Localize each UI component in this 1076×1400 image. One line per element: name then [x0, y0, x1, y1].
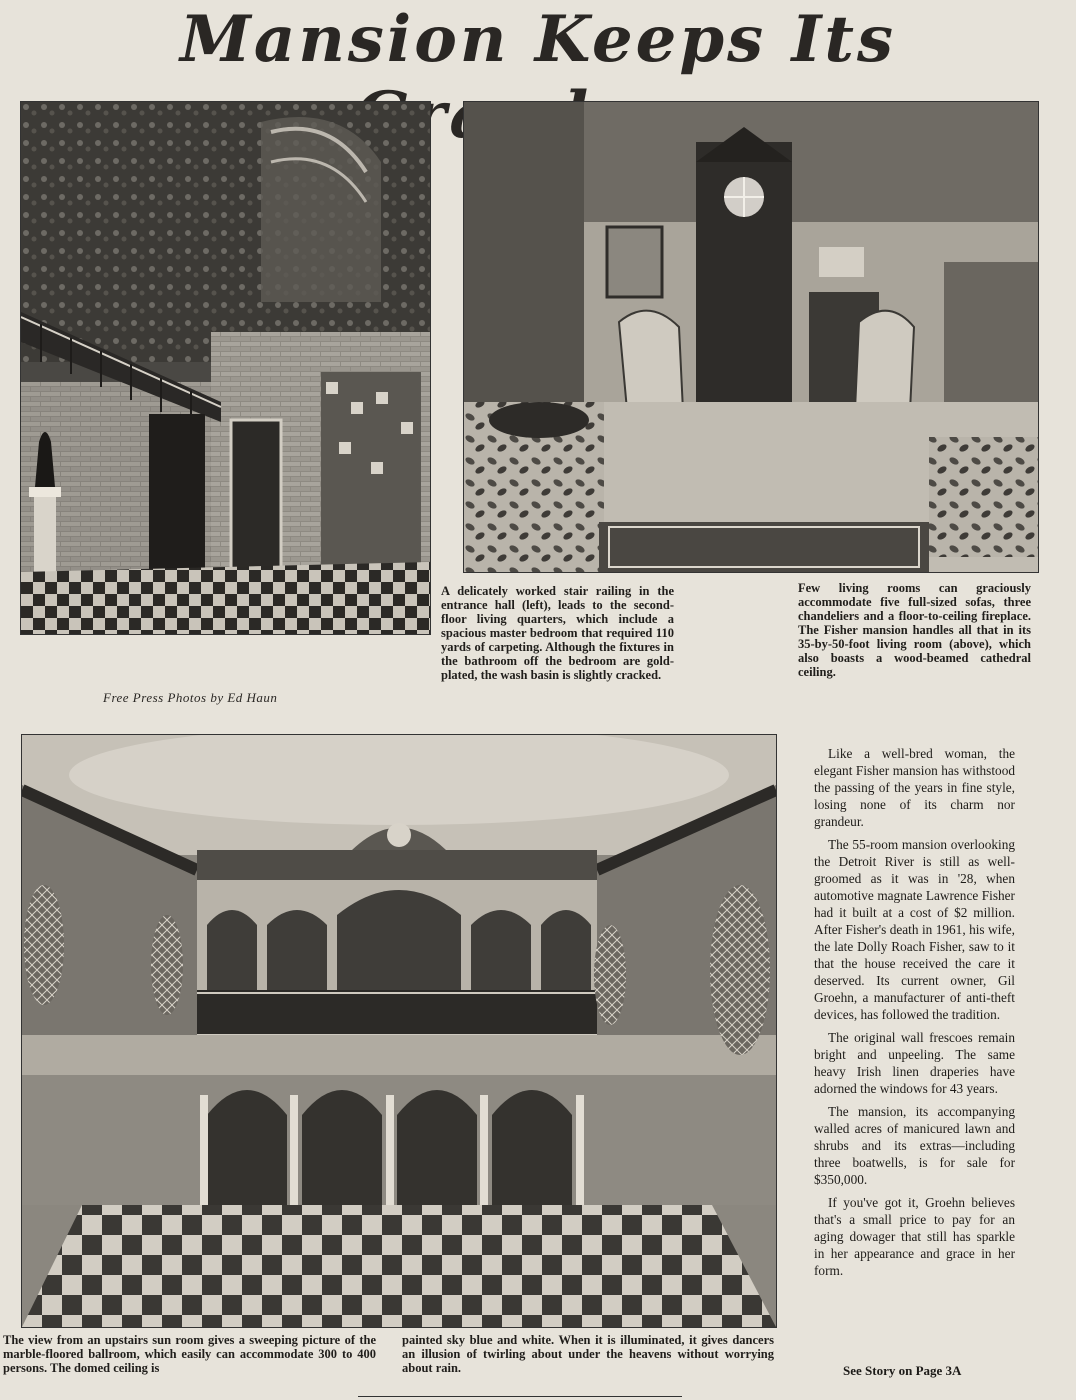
story-paragraph: The 55-room mansion overlooking the Detroit River is still as well-groomed as it was in '28, when automotive magnate Lawrence Fisher had it built at a cost of $2 million. After Fisher's death in 1961, his wife, the late Dolly Roach Fisher, saw to it that the house received the care it deserved. Its current owner, Gil Groehn, a manufacturer of anti-theft devices, has followed the tradition. [814, 837, 1015, 1022]
headline: Mansion Keeps Its [180, 2, 896, 77]
photo-ballroom [21, 734, 777, 1328]
story-paragraph: The mansion, its accompanying walled acres of manicured lawn and shrubs and its extras—including three boatwells, is for sale for $350,000. [814, 1104, 1015, 1187]
see-story-link[interactable]: See Story on Page 3A [843, 1363, 962, 1378]
photo-entrance-hall-image [21, 102, 430, 634]
story-paragraph: If you've got it, Groehn believes that's a small price to pay for an aging dowager that still has sparkle in her appearance and grace in her form. [814, 1195, 1015, 1278]
story-column [814, 745, 1015, 1285]
photo-entrance-hall [20, 101, 431, 635]
bottom-rule [358, 1396, 682, 1397]
photo-living-room [463, 101, 1039, 573]
caption-stair: A delicately worked stair railing in the entrance hall (left), leads to the second-floor living quarters, which include a spacious master bedroom that required 110 yards of carpeting. Although the fixtures in the bathroom off the bedroom are gold-plated, the wash basin is slightly cracked. [441, 584, 674, 682]
story-paragraph: Like a well-bred woman, the elegant Fisher mansion has withstood the passing of the years in fine style, losing none of its charm nor grandeur. [814, 746, 1015, 829]
photo-living-room-image [464, 102, 1038, 572]
story-paragraph: The original wall frescoes remain bright and unpeeling. The same heavy Irish linen draperies have adorned the windows for 43 years. [814, 1030, 1015, 1096]
photo-credit: Free Press Photos by Ed Haun [103, 690, 278, 705]
caption-ballroom-part1: The view from an upstairs sun room gives a sweeping picture of the marble-floored ballroom, which easily can accommodate 300 to 400 persons. The domed ceiling is [3, 1333, 376, 1375]
caption-living-room: Few living rooms can graciously accommodate five full-sized sofas, three chandeliers and a floor-to-ceiling fireplace. The Fisher mansion handles all that in its 35-by-50-foot living room (above), which also boasts a wood-beamed cathedral ceiling. [798, 581, 1031, 679]
caption-ballroom-part2: painted sky blue and white. When it is illuminated, it gives dancers an illusion of twirling about under the heavens without worrying about rain. [402, 1333, 774, 1375]
photo-ballroom-image [22, 735, 776, 1327]
